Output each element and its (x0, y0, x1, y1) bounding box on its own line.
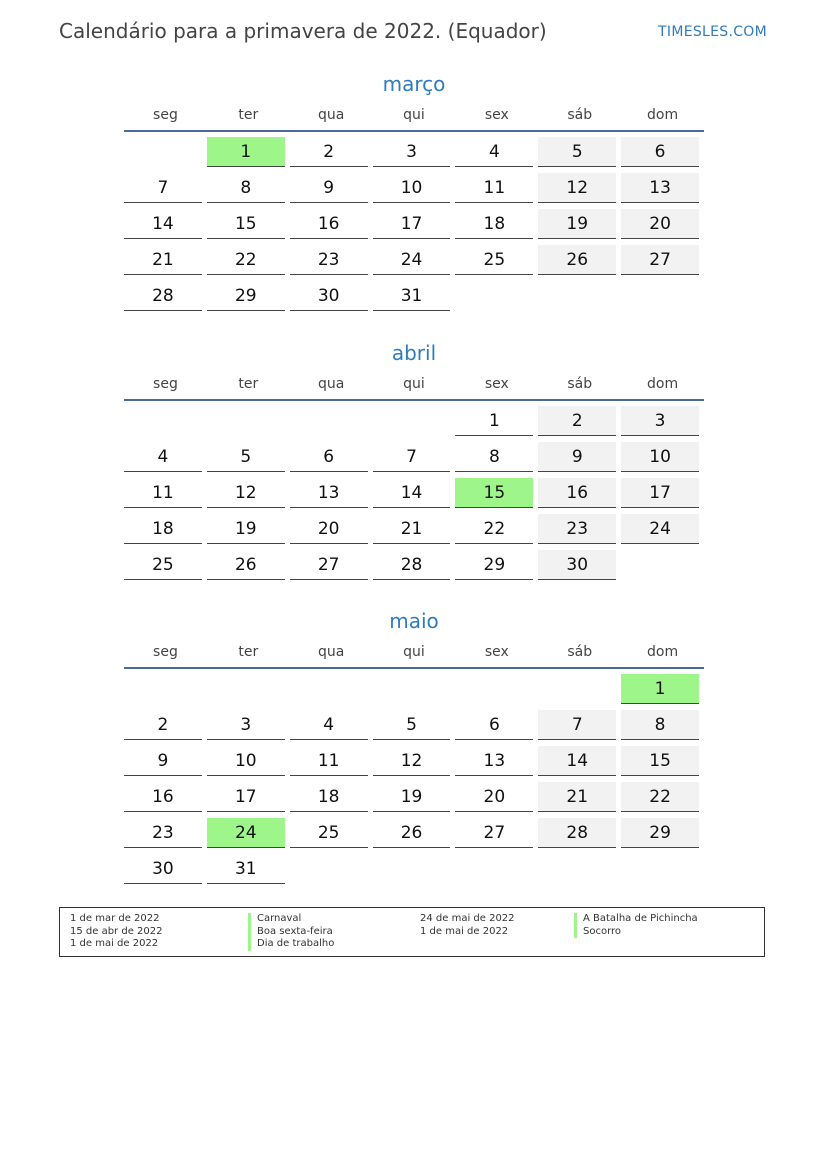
legend-holiday-name: Boa sexta-feira (248, 926, 334, 939)
day-cell: 12 (373, 746, 451, 776)
day-cell: 10 (621, 442, 699, 472)
day-cell: 20 (621, 209, 699, 239)
weekday-label: qui (403, 107, 425, 123)
day-cell: 7 (373, 442, 451, 472)
day-cell: 2 (290, 137, 368, 167)
empty-day-cell (124, 406, 202, 436)
legend-holiday-name: Dia de trabalho (248, 938, 334, 951)
month-title: maio (389, 609, 439, 633)
day-cell: 3 (373, 137, 451, 167)
weekday-label: dom (647, 376, 679, 392)
day-cell: 5 (538, 137, 616, 167)
day-cell: 19 (373, 782, 451, 812)
day-cell: 2 (538, 406, 616, 436)
holiday-day-cell: 1 (621, 674, 699, 704)
day-cell: 14 (373, 478, 451, 508)
day-cell: 16 (124, 782, 202, 812)
weekday-label: ter (238, 107, 259, 123)
empty-day-cell (455, 854, 533, 884)
day-cell: 24 (373, 245, 451, 275)
day-cell: 21 (373, 514, 451, 544)
legend-holiday-name: A Batalha de Pichincha (574, 913, 698, 926)
day-cell: 9 (538, 442, 616, 472)
month-title: março (382, 72, 446, 96)
day-cell: 17 (207, 782, 285, 812)
week-row (124, 741, 704, 777)
weekday-label: dom (647, 107, 679, 123)
day-cell: 3 (621, 406, 699, 436)
holiday-day-cell: 1 (207, 137, 285, 167)
day-cell: 12 (207, 478, 285, 508)
empty-day-cell (621, 854, 699, 884)
day-cell: 4 (290, 710, 368, 740)
brand-logo-text[interactable]: TIMESLES.COM (658, 24, 767, 40)
day-cell: 28 (124, 281, 202, 311)
empty-day-cell (373, 674, 451, 704)
day-cell: 6 (455, 710, 533, 740)
week-row (124, 849, 704, 885)
day-cell: 19 (538, 209, 616, 239)
day-cell: 13 (290, 478, 368, 508)
legend-col2-names (574, 913, 698, 938)
empty-day-cell (455, 281, 533, 311)
day-cell: 30 (538, 550, 616, 580)
day-cell: 1 (455, 406, 533, 436)
week-row (124, 437, 704, 473)
day-cell: 13 (455, 746, 533, 776)
empty-day-cell (373, 854, 451, 884)
day-cell: 20 (290, 514, 368, 544)
empty-day-cell (124, 137, 202, 167)
day-cell: 23 (538, 514, 616, 544)
day-cell: 28 (373, 550, 451, 580)
legend-col1-names (248, 913, 334, 951)
day-cell: 31 (373, 281, 451, 311)
day-cell: 30 (290, 281, 368, 311)
empty-day-cell (621, 281, 699, 311)
empty-day-cell (538, 281, 616, 311)
page-title: Calendário para a primavera de 2022. (Equador) (59, 19, 547, 43)
weekday-label: dom (647, 644, 679, 660)
legend-date: 1 de mar de 2022 (70, 913, 160, 924)
day-cell: 3 (207, 710, 285, 740)
legend-date: 1 de mai de 2022 (420, 925, 509, 937)
legend-date: 1 de mai de 2022 (70, 938, 159, 949)
week-row (124, 777, 704, 813)
day-cell: 11 (455, 173, 533, 203)
week-row (124, 545, 704, 581)
day-cell: 19 (207, 514, 285, 544)
day-cell: 15 (621, 746, 699, 776)
weekday-label: ter (238, 644, 259, 660)
empty-day-cell (373, 406, 451, 436)
empty-day-cell (290, 674, 368, 704)
day-cell: 2 (124, 710, 202, 740)
legend-col2-dates (420, 913, 515, 938)
weekday-label: sáb (567, 107, 593, 123)
day-cell: 17 (373, 209, 451, 239)
empty-day-cell (207, 406, 285, 436)
day-cell: 22 (207, 245, 285, 275)
day-cell: 4 (455, 137, 533, 167)
empty-day-cell (207, 674, 285, 704)
day-cell: 8 (621, 710, 699, 740)
day-cell: 20 (455, 782, 533, 812)
holiday-day-cell: 24 (207, 818, 285, 848)
day-cell: 7 (538, 710, 616, 740)
day-cell: 13 (621, 173, 699, 203)
empty-day-cell (538, 674, 616, 704)
day-cell: 6 (621, 137, 699, 167)
day-cell: 29 (207, 281, 285, 311)
legend-date: 24 de mai de 2022 (420, 913, 515, 924)
weekday-label: sáb (567, 376, 593, 392)
week-row (124, 240, 704, 276)
day-cell: 25 (124, 550, 202, 580)
day-cell: 27 (621, 245, 699, 275)
weekday-label: qui (403, 376, 425, 392)
day-cell: 26 (538, 245, 616, 275)
weekday-label: sex (484, 644, 509, 660)
week-row (124, 168, 704, 204)
weekday-label: sex (484, 376, 509, 392)
day-cell: 18 (455, 209, 533, 239)
week-row (124, 813, 704, 849)
day-cell: 26 (207, 550, 285, 580)
day-cell: 29 (455, 550, 533, 580)
empty-day-cell (290, 406, 368, 436)
day-cell: 25 (455, 245, 533, 275)
day-cell: 16 (538, 478, 616, 508)
day-cell: 5 (373, 710, 451, 740)
empty-day-cell (538, 854, 616, 884)
day-cell: 10 (207, 746, 285, 776)
weekday-label: qua (317, 644, 345, 660)
day-cell: 11 (124, 478, 202, 508)
day-cell: 26 (373, 818, 451, 848)
month-0 (124, 70, 704, 312)
day-cell: 14 (538, 746, 616, 776)
legend-date: 15 de abr de 2022 (70, 925, 163, 937)
day-cell: 21 (538, 782, 616, 812)
month-1 (124, 339, 704, 581)
legend-holiday-name: Socorro (574, 926, 698, 939)
month-2 (124, 607, 704, 885)
empty-day-cell (124, 674, 202, 704)
day-cell: 18 (290, 782, 368, 812)
day-cell: 22 (455, 514, 533, 544)
day-cell: 9 (124, 746, 202, 776)
empty-day-cell (455, 674, 533, 704)
day-cell: 24 (621, 514, 699, 544)
day-cell: 4 (124, 442, 202, 472)
day-cell: 16 (290, 209, 368, 239)
day-cell: 5 (207, 442, 285, 472)
day-cell: 14 (124, 209, 202, 239)
weekday-label: ter (238, 376, 259, 392)
weekday-label: qui (403, 644, 425, 660)
day-cell: 25 (290, 818, 368, 848)
day-cell: 30 (124, 854, 202, 884)
week-row (124, 276, 704, 312)
day-cell: 23 (124, 818, 202, 848)
weekday-label: sex (484, 107, 509, 123)
week-row (124, 705, 704, 741)
empty-day-cell (290, 854, 368, 884)
day-cell: 21 (124, 245, 202, 275)
day-cell: 7 (124, 173, 202, 203)
day-cell: 8 (207, 173, 285, 203)
day-cell: 28 (538, 818, 616, 848)
day-cell: 31 (207, 854, 285, 884)
holiday-legend (59, 907, 765, 957)
week-row (124, 204, 704, 240)
weekday-label: seg (153, 644, 178, 660)
weekday-header (124, 369, 704, 401)
week-row (124, 132, 704, 168)
day-cell: 23 (290, 245, 368, 275)
day-cell: 6 (290, 442, 368, 472)
weekday-label: seg (153, 376, 178, 392)
month-title: abril (391, 341, 437, 365)
weekday-label: sáb (567, 644, 593, 660)
day-cell: 11 (290, 746, 368, 776)
week-row (124, 473, 704, 509)
week-row (124, 509, 704, 545)
day-cell: 27 (290, 550, 368, 580)
day-cell: 9 (290, 173, 368, 203)
day-cell: 22 (621, 782, 699, 812)
week-row (124, 401, 704, 437)
day-cell: 8 (455, 442, 533, 472)
legend-col1-dates (70, 913, 162, 951)
legend-holiday-name: Carnaval (248, 913, 334, 926)
day-cell: 18 (124, 514, 202, 544)
weekday-label: qua (317, 107, 345, 123)
weekday-header (124, 637, 704, 669)
day-cell: 10 (373, 173, 451, 203)
day-cell: 12 (538, 173, 616, 203)
day-cell: 15 (207, 209, 285, 239)
weekday-label: seg (153, 107, 178, 123)
weekday-label: qua (317, 376, 345, 392)
holiday-day-cell: 15 (455, 478, 533, 508)
day-cell: 17 (621, 478, 699, 508)
empty-day-cell (621, 550, 699, 580)
day-cell: 27 (455, 818, 533, 848)
weekday-header (124, 100, 704, 132)
day-cell: 29 (621, 818, 699, 848)
week-row (124, 669, 704, 705)
